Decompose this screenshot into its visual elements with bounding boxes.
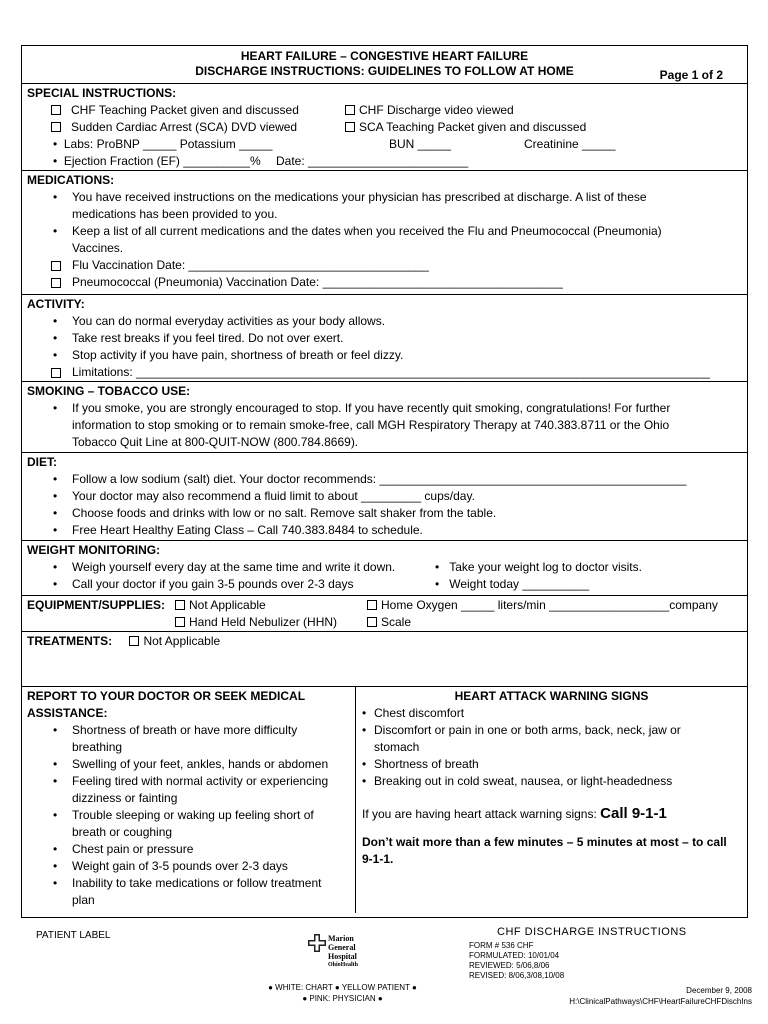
checkbox[interactable] <box>51 368 61 378</box>
creatinine-field[interactable]: Creatinine _____ <box>524 137 616 151</box>
bullet: • <box>53 137 64 151</box>
bullet: • <box>53 314 58 328</box>
checkbox[interactable] <box>51 261 61 271</box>
checkbox-label: CHF Discharge video viewed <box>359 103 514 117</box>
checkbox-label: SCA Teaching Packet given and discussed <box>359 120 587 134</box>
date-field[interactable]: Date: ________________________ <box>276 154 469 168</box>
text-line: Take rest breaks if you feel tired. Do not over exert. <box>72 331 344 345</box>
section-title: HEART ATTACK WARNING SIGNS <box>454 689 649 703</box>
form-metadata <box>469 941 564 981</box>
list-item: Chest discomfort <box>374 706 465 720</box>
bullet: • <box>53 401 58 415</box>
list-item: Breaking out in cold sweat, nausea, or light-headedness <box>374 774 673 788</box>
logo-text: OhioHealth <box>328 962 359 968</box>
text-line: Vaccines. <box>72 241 124 255</box>
copy-line: ● PINK: PHYSICIAN ● <box>302 994 383 1003</box>
text-line: You have received instructions on the medications your physician has prescribed at discharge. A list of these <box>72 190 647 204</box>
formulated-date: FORMULATED: 10/01/04 <box>469 951 560 960</box>
text-line: Free Heart Healthy Eating Class – Call 740.383.8484 to schedule. <box>72 523 423 537</box>
list-item: Shortness of breath <box>374 757 479 771</box>
form-subtitle: DISCHARGE INSTRUCTIONS: GUIDELINES TO FOLLOW AT HOME <box>195 64 574 78</box>
urgency-text: Don’t wait more than a few minutes – 5 minutes at most – to call <box>362 835 727 849</box>
checkbox[interactable] <box>51 278 61 288</box>
file-info <box>569 985 752 1007</box>
bullet: • <box>53 560 58 574</box>
urgency-text: 9-1-1. <box>362 852 394 866</box>
bullet: • <box>53 808 58 822</box>
bullet: • <box>53 472 58 486</box>
home-oxygen-field[interactable]: Home Oxygen _____ liters/min __________________company <box>381 598 718 612</box>
checkbox[interactable] <box>367 600 377 610</box>
form-number: FORM # 536 CHF <box>469 941 534 950</box>
bullet: • <box>53 489 58 503</box>
list-item: Weight gain of 3-5 pounds over 2-3 days <box>72 859 288 873</box>
list-item: Discomfort or pain in one or both arms, back, neck, jaw or <box>374 723 681 737</box>
bun-field[interactable]: BUN _____ <box>389 137 452 151</box>
list-item: dizziness or fainting <box>72 791 178 805</box>
flu-vaccination-field[interactable]: Flu Vaccination Date: ____________________________________ <box>72 258 429 272</box>
checkbox[interactable] <box>345 105 355 115</box>
list-item: Inability to take medications or follow treatment <box>72 876 322 890</box>
checkbox[interactable] <box>129 636 139 646</box>
bottom-columns <box>22 687 747 913</box>
section-title: WEIGHT MONITORING: <box>27 543 161 557</box>
checkbox[interactable] <box>367 617 377 627</box>
list-item: Chest pain or pressure <box>72 842 194 856</box>
text-line: Weigh yourself every day at the same time and write it down. <box>72 560 396 574</box>
medications-section <box>22 171 747 295</box>
form-header <box>22 46 747 84</box>
copy-line: ● WHITE: CHART ● YELLOW PATIENT ● <box>268 983 417 992</box>
section-title: REPORT TO YOUR DOCTOR OR SEEK MEDICAL <box>27 689 306 703</box>
form-title: HEART FAILURE – CONGESTIVE HEART FAILURE <box>240 49 529 63</box>
diet-recommendation-field[interactable]: Follow a low sodium (salt) diet. Your doctor recommends: ______________________________________________ <box>72 472 687 486</box>
list-item: stomach <box>374 740 420 754</box>
ef-field[interactable]: Ejection Fraction (EF) __________% <box>63 154 261 168</box>
section-title: SPECIAL INSTRUCTIONS: <box>27 86 177 100</box>
equipment-section <box>22 596 747 632</box>
bullet: • <box>435 560 450 574</box>
print-date: December 9, 2008 <box>686 986 752 995</box>
hospital-logo <box>308 932 380 976</box>
text-line: Stop activity if you have pain, shortness of breath or feel dizzy. <box>72 348 404 362</box>
bullet: • <box>53 190 58 204</box>
discharge-form <box>21 45 748 918</box>
treatments-section <box>22 632 747 687</box>
bullet: • <box>53 506 58 520</box>
text-line: Keep a list of all current medications and the dates when you received the Flu and Pneumococcal (Pneumonia) <box>72 224 662 238</box>
section-title: TREATMENTS: <box>27 634 113 648</box>
copy-distribution <box>250 982 435 1004</box>
section-title: DIET: <box>27 455 57 469</box>
diet-section <box>22 453 747 541</box>
list-item: Feeling tired with normal activity or experiencing <box>72 774 329 788</box>
bullet: • <box>53 723 58 737</box>
patient-label: PATIENT LABEL <box>36 930 111 941</box>
text-line: information to stop smoking or to remain smoke-free, call MGH Respiratory Therapy at 740.383.8711 or the Ohio <box>72 418 670 432</box>
checkbox[interactable] <box>175 600 185 610</box>
smoking-section <box>22 382 747 453</box>
call-911: Call 9-1-1 <box>600 805 667 822</box>
special-instructions-section <box>22 84 747 171</box>
list-item: Shortness of breath or have more difficulty <box>72 723 298 737</box>
checkbox-label: Not Applicable <box>189 598 266 612</box>
text-line: Take your weight log to doctor visits. <box>449 560 642 574</box>
bullet: • <box>53 774 58 788</box>
form-footer-title: CHF DISCHARGE INSTRUCTIONS <box>497 926 687 938</box>
text-line: You can do normal everyday activities as your body allows. <box>72 314 386 328</box>
section-title: EQUIPMENT/SUPPLIES: <box>27 598 166 612</box>
pneumococcal-vaccination-field[interactable]: Pneumococcal (Pneumonia) Vaccination Date: ____________________________________ <box>72 275 563 289</box>
revised-dates: REVISED: 8/06,3/08,10/08 <box>469 971 565 980</box>
bullet: • <box>53 331 58 345</box>
bullet: • <box>435 577 450 591</box>
bullet: • <box>53 348 58 362</box>
limitations-field[interactable]: Limitations: ______________________________________________________________________________________ <box>72 365 710 379</box>
weight-monitoring-section <box>22 541 747 596</box>
bullet: • <box>53 154 64 168</box>
reviewed-dates: REVIEWED: 5/06,8/06 <box>469 961 550 970</box>
bullet: • <box>53 523 58 537</box>
labs-field[interactable]: Labs: ProBNP _____ Potassium _____ <box>63 137 273 151</box>
checkbox-label: Hand Held Nebulizer (HHN) <box>189 615 338 629</box>
text-line: Tobacco Quit Line at 800-QUIT-NOW (800.784.8669). <box>72 435 359 449</box>
checkbox-label: Not Applicable <box>143 634 221 648</box>
section-title: ASSISTANCE: <box>27 706 108 720</box>
bullet: • <box>53 876 58 890</box>
section-title: ACTIVITY: <box>27 297 85 311</box>
list-item: plan <box>72 893 95 907</box>
activity-section <box>22 295 747 382</box>
text-line: If you smoke, you are strongly encouraged to stop. If you have recently quit smoking, congratulations! For further <box>72 401 671 415</box>
checkbox[interactable] <box>51 105 61 115</box>
checkbox[interactable] <box>345 122 355 132</box>
text-line: Call your doctor if you gain 3-5 pounds over 2-3 days <box>72 577 354 591</box>
section-title: SMOKING – TOBACCO USE: <box>27 384 191 398</box>
logo-text: Hospital <box>328 952 357 961</box>
section-title: MEDICATIONS: <box>27 173 115 187</box>
call-instruction: If you are having heart attack warning signs: <box>362 807 597 821</box>
list-item: Trouble sleeping or waking up feeling short of <box>72 808 314 822</box>
weight-today-field[interactable]: Weight today __________ <box>449 577 590 591</box>
bullet: • <box>53 224 58 238</box>
bullet: • <box>362 774 367 788</box>
logo-text: Marion <box>328 934 354 943</box>
bullet: • <box>362 706 367 720</box>
page-number: Page 1 of 2 <box>659 68 723 82</box>
file-path: H:\ClinicalPathways\CHF\HeartFailureCHFDischIns <box>569 997 752 1006</box>
list-item: breathing <box>72 740 123 754</box>
bullet: • <box>362 757 367 771</box>
bullet: • <box>53 757 58 771</box>
text-line: Choose foods and drinks with low or no salt. Remove salt shaker from the table. <box>72 506 497 520</box>
list-item: breath or coughing <box>72 825 173 839</box>
fluid-limit-field[interactable]: Your doctor may also recommend a fluid limit to about _________ cups/day. <box>72 489 475 503</box>
checkbox-label: Scale <box>381 615 412 629</box>
logo-text: General <box>328 943 356 952</box>
list-item: Swelling of your feet, ankles, hands or abdomen <box>72 757 329 771</box>
bullet: • <box>362 723 367 737</box>
checkbox[interactable] <box>51 122 61 132</box>
bullet: • <box>53 842 58 856</box>
logo-cross-icon <box>308 934 326 952</box>
report-to-doctor-column <box>22 687 356 913</box>
checkbox[interactable] <box>175 617 185 627</box>
text-line: medications has been provided to you. <box>72 207 278 221</box>
bullet: • <box>53 577 58 591</box>
checkbox-label: Sudden Cardiac Arrest (SCA) DVD viewed <box>71 120 298 134</box>
bullet: • <box>53 859 58 873</box>
heart-attack-warning-column <box>356 687 747 913</box>
checkbox-label: CHF Teaching Packet given and discussed <box>71 103 299 117</box>
